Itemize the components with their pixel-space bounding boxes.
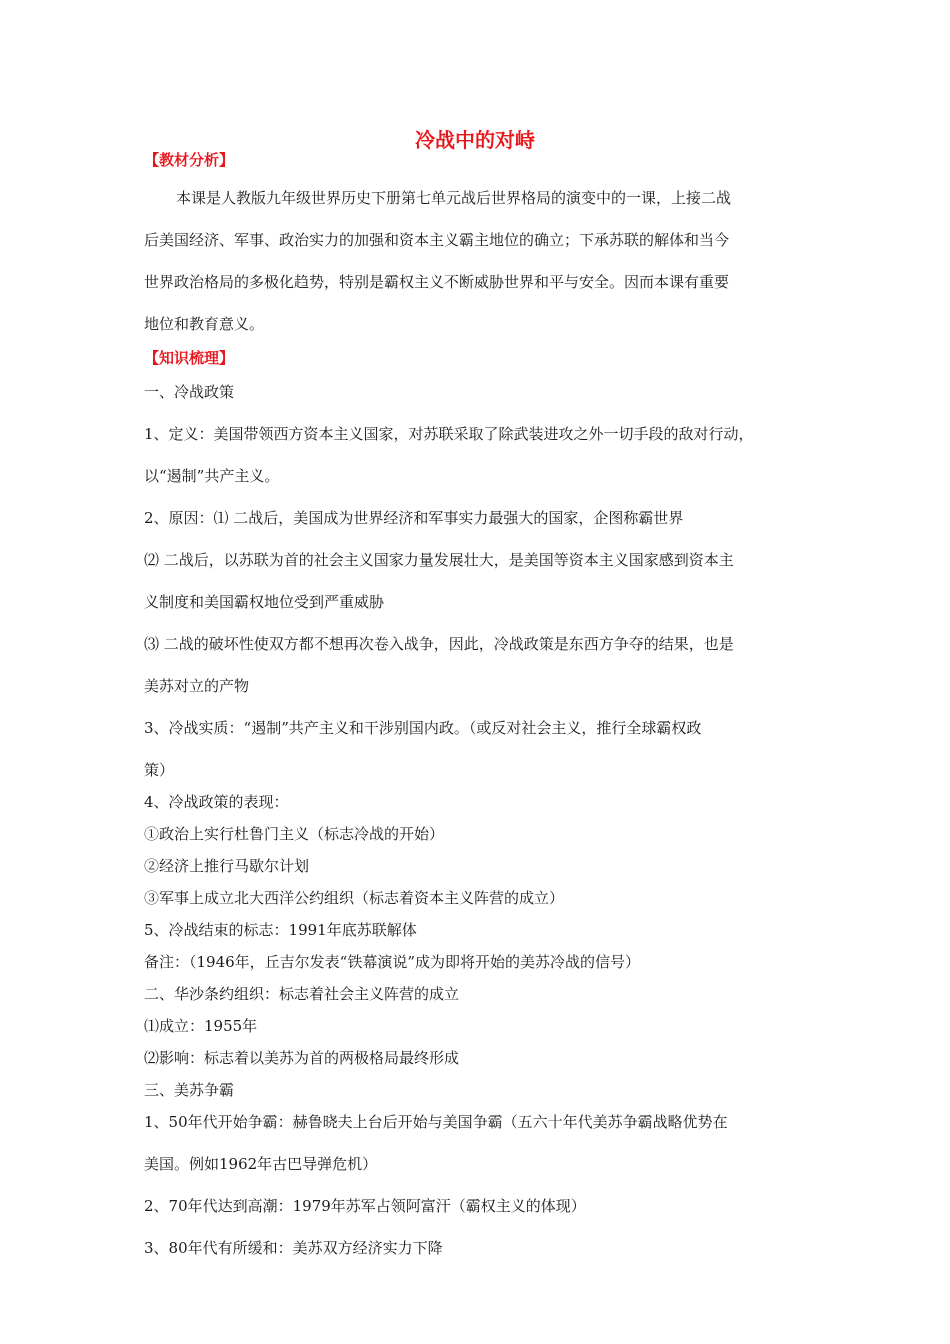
- list-item: ⑵ 二战后，以苏联为首的社会主义国家力量发展壮大，是美国等资本主义国家感到资本主: [144, 551, 734, 569]
- knowledge-heading: 【知识梳理】: [144, 349, 235, 367]
- analysis-paragraph-line: 本课是人教版九年级世界历史下册第七单元战后世界格局的演变中的一课，上接二战: [176, 189, 732, 207]
- list-item: 3、80年代有所缓和：美苏双方经济实力下降: [144, 1239, 443, 1257]
- list-item-continued: 义制度和美国霸权地位受到严重威胁: [144, 593, 385, 611]
- list-item: 2、原因：⑴ 二战后，美国成为世界经济和军事实力最强大的国家，企图称霸世界: [144, 509, 684, 527]
- analysis-paragraph-line: 地位和教育意义。: [144, 315, 265, 333]
- list-item-continued: 策）: [144, 761, 175, 779]
- list-item: 3、冷战实质：“遏制”共产主义和干涉别国内政。（或反对社会主义，推行全球霸权政: [144, 719, 702, 737]
- list-item: 4、冷战政策的表现：: [144, 793, 289, 811]
- list-item: ②经济上推行马歇尔计划: [144, 857, 310, 875]
- analysis-paragraph-line: 世界政治格局的多极化趋势，特别是霸权主义不断威胁世界和平与安全。因而本课有重要: [144, 273, 730, 291]
- list-item: 5、冷战结束的标志：1991年底苏联解体: [144, 921, 417, 939]
- list-item: ③军事上成立北大西洋公约组织（标志着资本主义阵营的成立）: [144, 889, 565, 907]
- list-item: 2、70年代达到高潮：1979年苏军占领阿富汗（霸权主义的体现）: [144, 1197, 586, 1215]
- list-item-continued: 以“遏制”共产主义。: [144, 467, 280, 485]
- list-item: ⑵影响：标志着以美苏为首的两极格局最终形成: [144, 1049, 460, 1067]
- analysis-paragraph-line: 后美国经济、军事、政治实力的加强和资本主义霸主地位的确立；下承苏联的解体和当今: [144, 231, 730, 249]
- list-item: 1、50年代开始争霸：赫鲁晓夫上台后开始与美国争霸（五六十年代美苏争霸战略优势在: [144, 1113, 728, 1131]
- note-line: 备注：（1946年，丘吉尔发表“铁幕演说”成为即将开始的美苏冷战的信号）: [144, 953, 641, 971]
- page-title: 冷战中的对峙: [415, 128, 535, 152]
- list-item: ⑶ 二战的破坏性使双方都不想再次卷入战争，因此，冷战政策是东西方争夺的结果，也是: [144, 635, 734, 653]
- list-item: 1、定义：美国带领西方资本主义国家，对苏联采取了除武装进攻之外一切手段的敌对行动，: [144, 425, 754, 443]
- list-item-continued: 美苏对立的产物: [144, 677, 250, 695]
- list-item-continued: 美国。例如1962年古巴导弹危机）: [144, 1155, 378, 1173]
- outline-heading-us-ussr-rivalry: 三、美苏争霸: [144, 1081, 235, 1099]
- document-body: [144, 150, 834, 1258]
- analysis-heading: 【教材分析】: [144, 151, 235, 169]
- list-item: ①政治上实行杜鲁门主义（标志冷战的开始）: [144, 825, 445, 843]
- list-item: ⑴成立：1955年: [144, 1017, 258, 1035]
- outline-heading-cold-war-policy: 一、冷战政策: [144, 383, 235, 401]
- outline-heading-warsaw-pact: 二、华沙条约组织：标志着社会主义阵营的成立: [144, 985, 460, 1003]
